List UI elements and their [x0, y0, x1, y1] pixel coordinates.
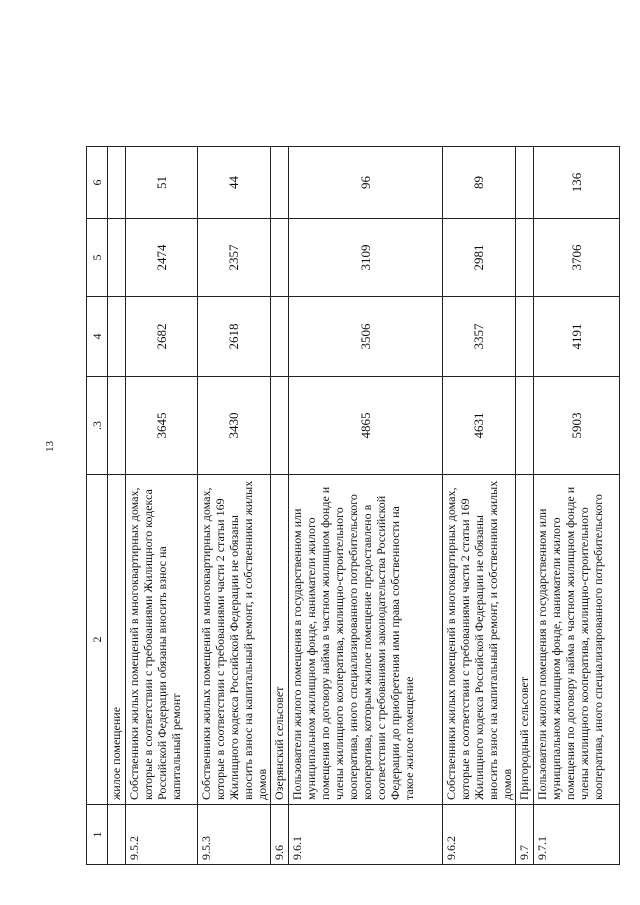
value-col3: 3645 [126, 377, 198, 475]
value-col6: 44 [198, 147, 271, 219]
table-row [271, 147, 289, 865]
header-cell: 6 [87, 147, 108, 219]
value-col3: 3430 [198, 377, 271, 475]
value-col6: 136 [534, 147, 620, 219]
row-description: Собственники жилых помещений в многоквартирных домах, которые в соответствии с требованиями Жилищного кодекса Российской Федерации обязаны вносить взнос на капитальный ремонт [126, 475, 198, 805]
tariff-table [86, 146, 620, 865]
row-description: Собственники жилых помещений в многоквартирных домах, которые в соответствии с требованиями части 2 статьи 169 Жилищного кодекса Российской Федерации не обязаны вносить взнос на капитальный ремонт, и собственники жилых домов [198, 475, 271, 805]
header-cell: 1 [87, 805, 108, 865]
value-col5 [271, 219, 289, 297]
row-description: Собственники жилых помещений в многоквартирных домах, которые в соответствии с требованиями части 2 статьи 169 Жилищного кодекса Российской Федерации не обязаны вносить взнос на капитальный ремонт, и собственники жилых домов [443, 475, 516, 805]
page-number: 13 [44, 441, 56, 452]
value-col5 [108, 219, 126, 297]
value-col4 [108, 297, 126, 377]
value-col5: 2981 [443, 219, 516, 297]
value-col3: 5903 [534, 377, 620, 475]
table-row [443, 147, 516, 865]
row-description: Пользователи жилого помещения в государственном или муниципальном жилищном фонде, наниматели жилого помещения по договору найма в частном жилищном фонде и члены жилищного кооператива, жилищно-строительного кооператива, иного специализированного потребительского кооператива, которым жилое помещение предоставлено в соответствии с требованиями законодательства Российской Федерации до приобретения ими права собственности на такое жилое помещение [289, 475, 443, 805]
row-code: 9.6.1 [289, 805, 443, 865]
table-row [289, 147, 443, 865]
value-col4 [516, 297, 534, 377]
value-col6 [516, 147, 534, 219]
value-col6: 51 [126, 147, 198, 219]
table-row [534, 147, 620, 865]
row-description: Пригородный сельсовет [516, 475, 534, 805]
table-row [198, 147, 271, 865]
value-col5 [516, 219, 534, 297]
value-col3 [108, 377, 126, 475]
row-code: 9.6.2 [443, 805, 516, 865]
value-col5: 3109 [289, 219, 443, 297]
row-code: 9.6 [271, 805, 289, 865]
header-cell: 2 [87, 475, 108, 805]
value-col5: 3706 [534, 219, 620, 297]
value-col5: 2474 [126, 219, 198, 297]
value-col6 [108, 147, 126, 219]
value-col3 [271, 377, 289, 475]
header-cell: 5 [87, 219, 108, 297]
table-row [108, 147, 126, 865]
value-col4: 4191 [534, 297, 620, 377]
value-col4: 3357 [443, 297, 516, 377]
row-description: Озерянский сельсовет [271, 475, 289, 805]
value-col6: 89 [443, 147, 516, 219]
row-code: 9.5.2 [126, 805, 198, 865]
row-description: Пользователи жилого помещения в государственном или муниципальном жилищном фонде, наниматели жилого помещения по договору найма в частном жилищном фонде и члены жилищного кооператива, жилищно-строительного кооператива, иного специализированного потребительского [534, 475, 620, 805]
value-col3: 4631 [443, 377, 516, 475]
table-header-row [87, 147, 108, 865]
value-col3: 4865 [289, 377, 443, 475]
value-col6: 96 [289, 147, 443, 219]
row-code: 9.7.1 [534, 805, 620, 865]
value-col4: 2682 [126, 297, 198, 377]
value-col5: 2357 [198, 219, 271, 297]
value-col4: 2618 [198, 297, 271, 377]
row-code: 9.7 [516, 805, 534, 865]
table-row [126, 147, 198, 865]
table-row [516, 147, 534, 865]
value-col4 [271, 297, 289, 377]
header-cell: 4 [87, 297, 108, 377]
value-col4: 3506 [289, 297, 443, 377]
row-code: 9.5.3 [198, 805, 271, 865]
row-code [108, 805, 126, 865]
value-col3 [516, 377, 534, 475]
header-cell: .3 [87, 377, 108, 475]
value-col6 [271, 147, 289, 219]
row-description: жилое помещение [108, 475, 126, 805]
